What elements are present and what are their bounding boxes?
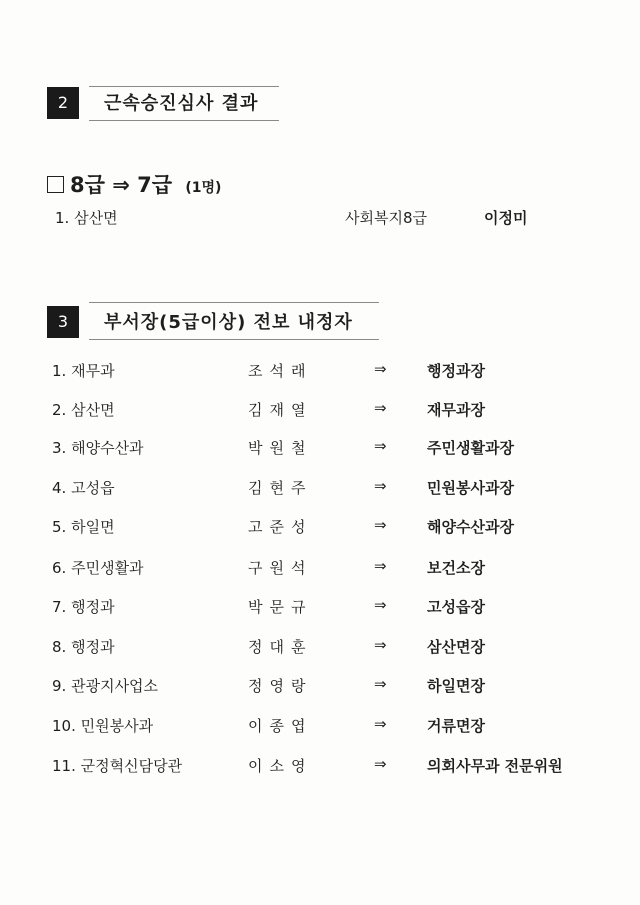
transfer-person: 정대훈 bbox=[248, 638, 313, 656]
transfer-no-dept bbox=[52, 596, 115, 617]
section2-rule-bottom bbox=[89, 120, 279, 121]
transfer-dept: 행정과 bbox=[71, 598, 115, 616]
arrow-icon: ⇒ bbox=[374, 755, 387, 773]
transfer-dest: 주민생활과장 bbox=[427, 439, 514, 457]
transfer-person: 구원석 bbox=[248, 559, 313, 577]
transfer-no-dept bbox=[52, 399, 115, 420]
arrow-icon: ⇒ bbox=[374, 477, 387, 495]
transfer-dept: 군정혁신담당관 bbox=[80, 757, 183, 775]
grade-change-line bbox=[47, 169, 221, 199]
transfer-dest: 행정과장 bbox=[427, 362, 485, 380]
transfer-no-dept bbox=[52, 477, 115, 498]
transfer-dest: 고성읍장 bbox=[427, 598, 485, 616]
arrow-icon: ⇒ bbox=[374, 596, 387, 614]
transfer-dest: 민원봉사과장 bbox=[427, 479, 514, 497]
arrow-icon: ⇒ bbox=[374, 557, 387, 575]
section2-rule-top bbox=[89, 86, 279, 87]
section3-title: 부서장(5급이상) 전보 내정자 bbox=[104, 312, 353, 333]
transfer-dept: 재무과 bbox=[71, 362, 115, 380]
promotion-no: 1. bbox=[55, 209, 70, 227]
transfer-no: 3. bbox=[52, 439, 67, 457]
transfer-no: 7. bbox=[52, 598, 67, 616]
arrow-icon: ⇒ bbox=[374, 399, 387, 417]
transfer-no-dept bbox=[52, 557, 144, 578]
arrow-icon: ⇒ bbox=[374, 636, 387, 654]
transfer-dept: 고성읍 bbox=[71, 479, 115, 497]
transfer-dept: 삼산면 bbox=[71, 401, 115, 419]
promotion-no-dept bbox=[55, 207, 118, 228]
transfer-no: 11. bbox=[52, 757, 76, 775]
transfer-no-dept bbox=[52, 437, 144, 458]
transfer-dest: 해양수산과장 bbox=[427, 518, 514, 536]
transfer-no-dept bbox=[52, 715, 153, 736]
grade-arrow: ⇒ bbox=[112, 173, 130, 197]
transfer-person: 이종엽 bbox=[248, 717, 313, 735]
transfer-dept: 관광지사업소 bbox=[71, 677, 159, 695]
transfer-dept: 주민생활과 bbox=[71, 559, 144, 577]
promotion-dept: 삼산면 bbox=[74, 209, 118, 227]
checkbox-square-icon bbox=[47, 176, 64, 193]
transfer-dest: 삼산면장 bbox=[427, 638, 485, 656]
promotion-name: 이정미 bbox=[484, 209, 528, 227]
grade-to: 7급 bbox=[137, 173, 173, 197]
transfer-no: 8. bbox=[52, 638, 67, 656]
section2-number: 2 bbox=[47, 87, 79, 119]
transfer-no: 1. bbox=[52, 362, 67, 380]
transfer-no-dept bbox=[52, 516, 115, 537]
transfer-person: 김재열 bbox=[248, 401, 313, 419]
section3-rule-top bbox=[89, 302, 379, 303]
transfer-person: 조석래 bbox=[248, 362, 313, 380]
transfer-no-dept bbox=[52, 755, 182, 776]
transfer-no-dept bbox=[52, 675, 158, 696]
transfer-person: 정영랑 bbox=[248, 677, 313, 695]
transfer-dest: 하일면장 bbox=[427, 677, 485, 695]
promotion-role: 사회복지8급 bbox=[345, 209, 427, 227]
transfer-dept: 하일면 bbox=[71, 518, 115, 536]
transfer-no: 6. bbox=[52, 559, 67, 577]
grade-count: (1명) bbox=[185, 180, 222, 196]
transfer-dest: 의회사무과 전문위원 bbox=[427, 757, 563, 775]
transfer-no-dept bbox=[52, 636, 115, 657]
arrow-icon: ⇒ bbox=[374, 715, 387, 733]
arrow-icon: ⇒ bbox=[374, 516, 387, 534]
transfer-person: 박원철 bbox=[248, 439, 313, 457]
section3-rule-bottom bbox=[89, 339, 379, 340]
transfer-person: 이소영 bbox=[248, 757, 313, 775]
transfer-person: 박문규 bbox=[248, 598, 313, 616]
arrow-icon: ⇒ bbox=[374, 675, 387, 693]
transfer-no: 10. bbox=[52, 717, 76, 735]
transfer-no-dept bbox=[52, 360, 115, 381]
grade-from: 8급 bbox=[70, 173, 105, 197]
transfer-no: 9. bbox=[52, 677, 67, 695]
transfer-dest: 재무과장 bbox=[427, 401, 485, 419]
transfer-dept: 민원봉사과 bbox=[80, 717, 154, 735]
section3-number: 3 bbox=[47, 306, 79, 338]
transfer-no: 5. bbox=[52, 518, 67, 536]
transfer-no: 4. bbox=[52, 479, 67, 497]
transfer-dest: 보건소장 bbox=[427, 559, 485, 577]
arrow-icon: ⇒ bbox=[374, 360, 387, 378]
transfer-dest: 거류면장 bbox=[427, 717, 485, 735]
transfer-person: 김현주 bbox=[248, 479, 313, 497]
transfer-dept: 해양수산과 bbox=[71, 439, 144, 457]
transfer-person: 고준성 bbox=[248, 518, 313, 536]
transfer-no: 2. bbox=[52, 401, 67, 419]
transfer-dept: 행정과 bbox=[71, 638, 115, 656]
section2-title: 근속승진심사 결과 bbox=[104, 93, 259, 114]
arrow-icon: ⇒ bbox=[374, 437, 387, 455]
